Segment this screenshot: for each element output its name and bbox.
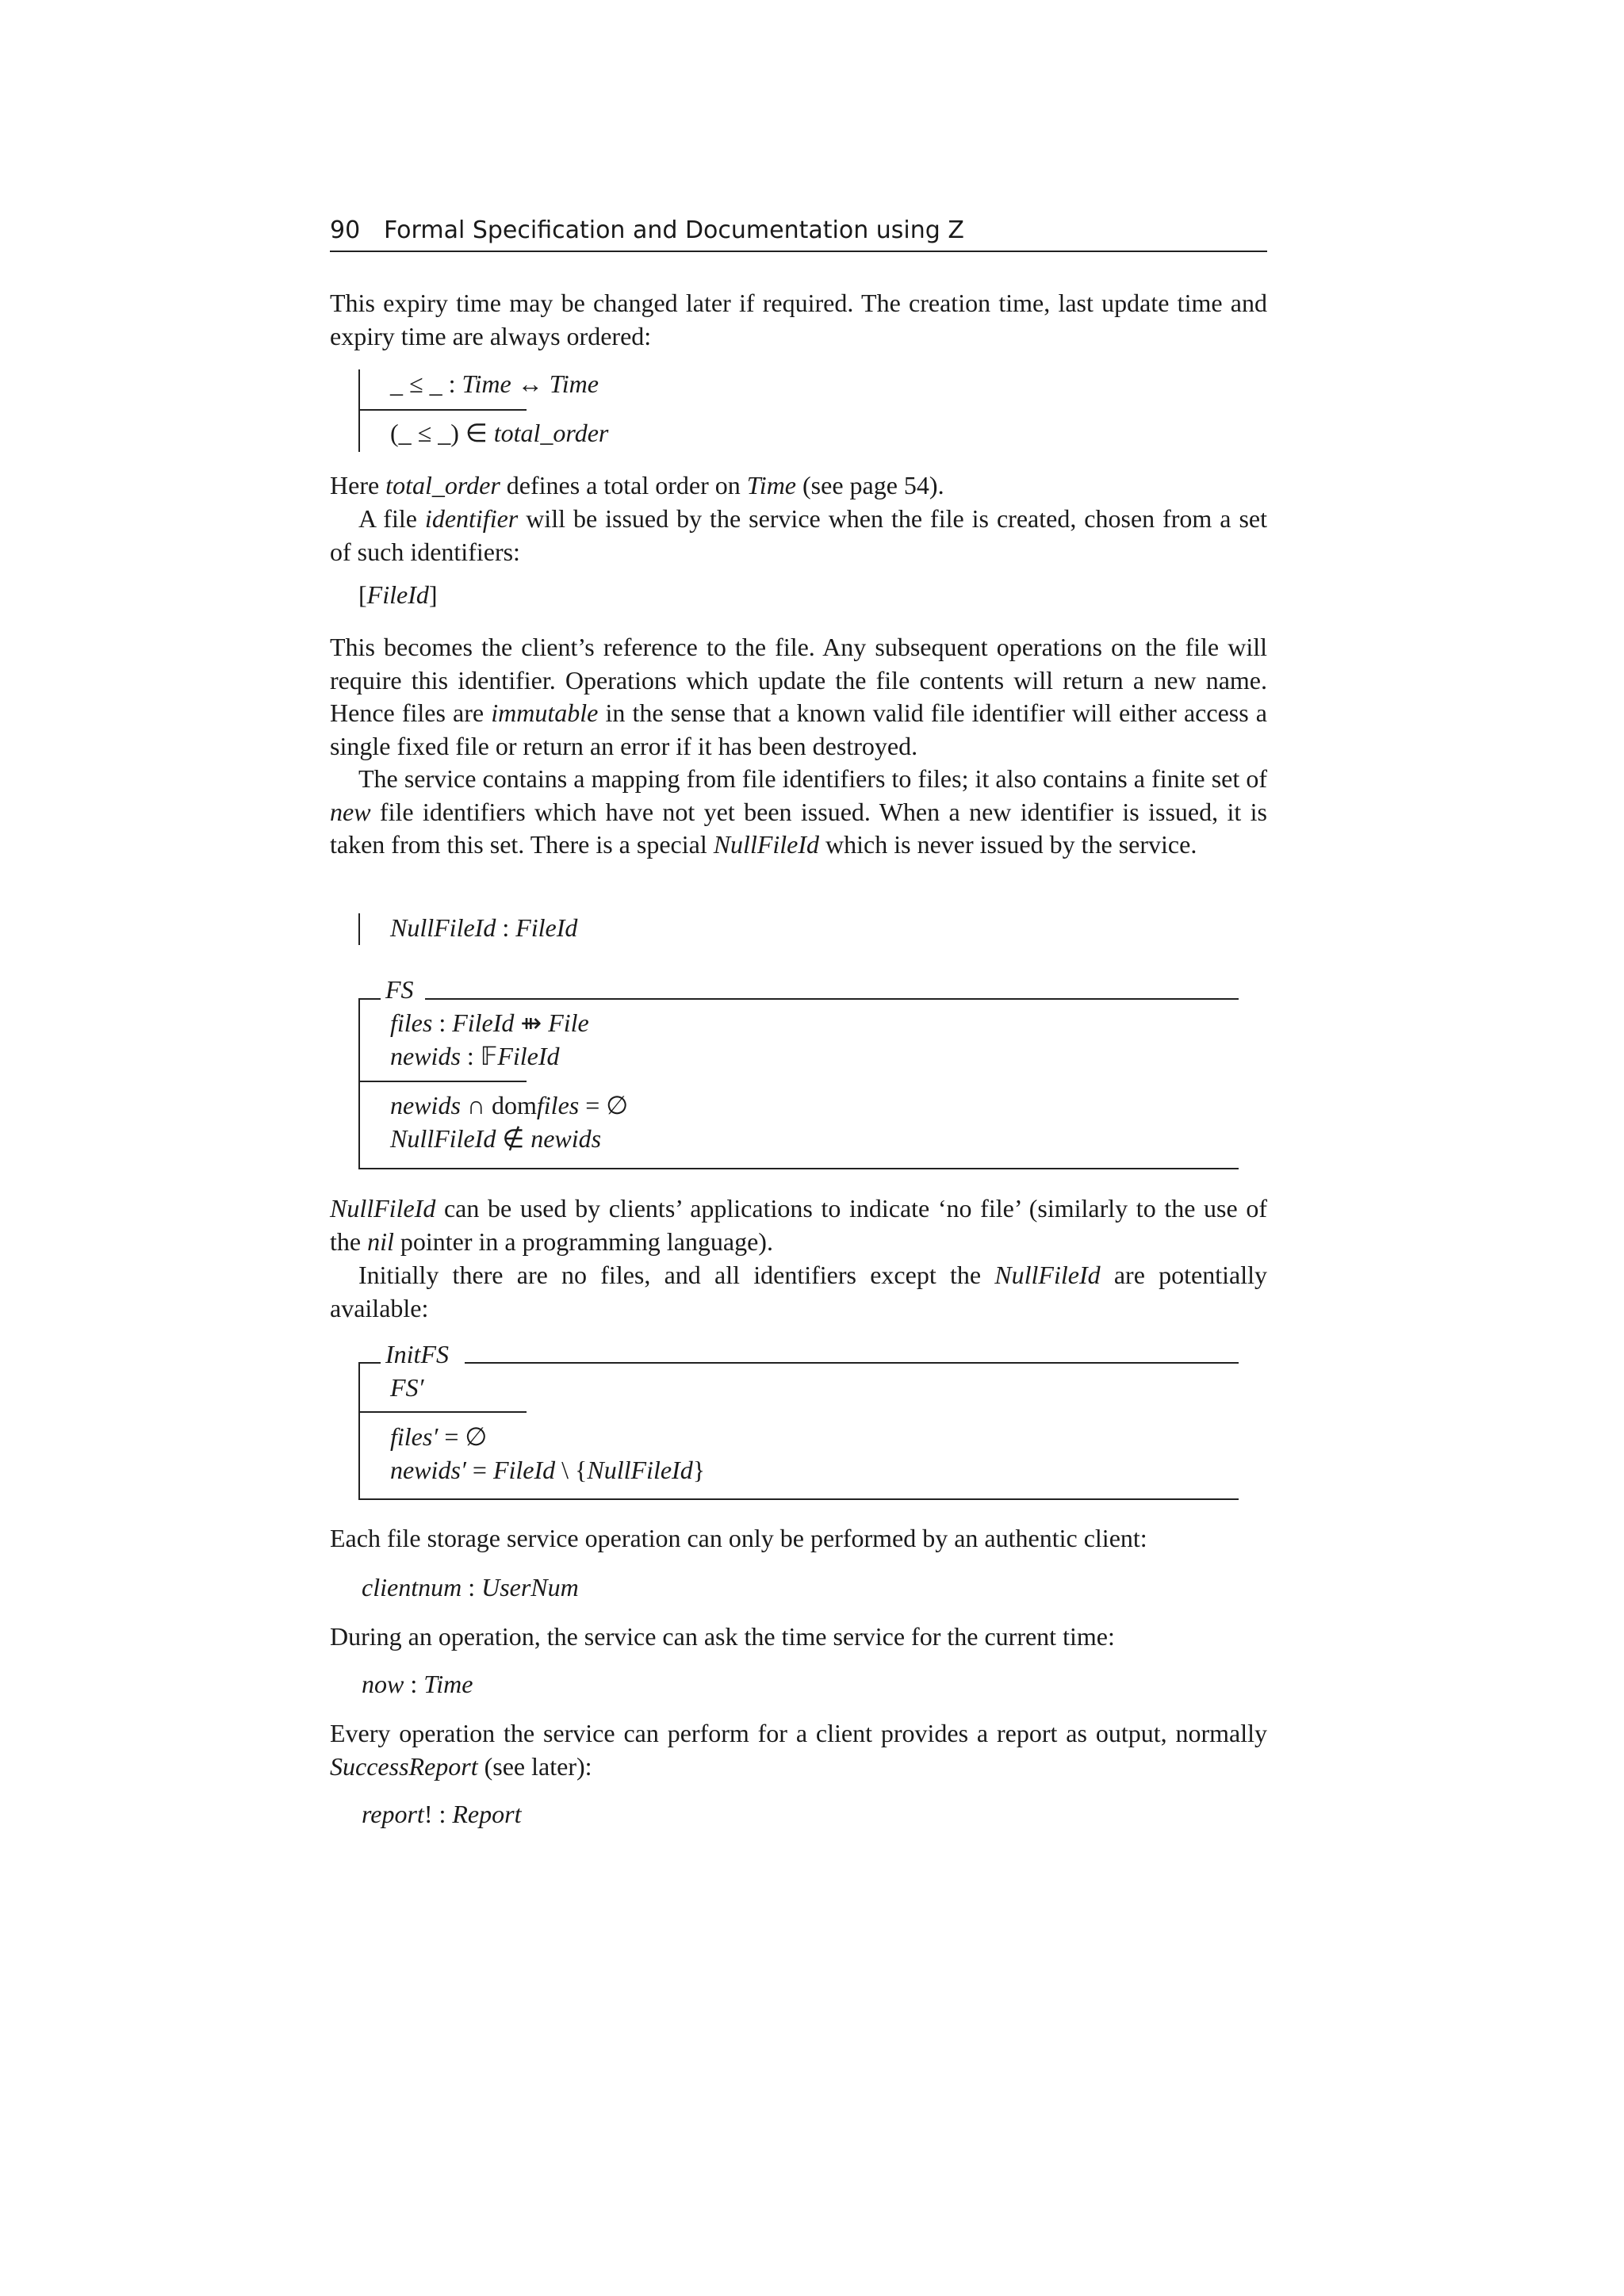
schema-init-left-border (358, 1362, 360, 1500)
schema-init-top-rule-a (358, 1362, 381, 1364)
schema-init-pred2: newids′ = FileId \ {NullFileId} (390, 1456, 706, 1484)
running-title: Formal Specification and Documentation using Z (384, 216, 964, 244)
schema-fs-decl-files: files : FileId ⇻ File (390, 1008, 589, 1037)
op-leq: _ ≤ _ (390, 369, 442, 398)
rel-arrow: ↔ (517, 369, 543, 398)
page-number: 90 (330, 216, 361, 244)
running-header (330, 212, 1267, 252)
schema-fs-divider (358, 1081, 527, 1082)
paragraph-reference: This becomes the client’s reference to the file. Any subsequent operations on the file will require this identifier. Operations which update the file contents will return a new name. Hence files are immutable in the sense that a known valid file identifier will either access a single fixed file or return an error if it has been destroyed. (330, 633, 1268, 760)
paragraph-nullfileid-use: NullFileId can be used by clients’ applications to indicate ‘no file’ (similarly to the use of the nil pointer in a programming language). (330, 1194, 1267, 1256)
schema-init-divider (358, 1411, 527, 1413)
pred-leq: (_ ≤ _) (390, 419, 459, 447)
paragraph-total-order: Here total_order defines a total order on Time (see page 54). (330, 471, 944, 499)
total-order: total_order (493, 419, 609, 447)
schema-fs-top-rule-a (358, 998, 381, 1000)
schema-fs-decl-newids: newids : 𝔽FileId (390, 1042, 560, 1070)
axdef-order-divider (358, 409, 527, 411)
decl-now: now : Time (362, 1670, 473, 1698)
axdef-order-decl (390, 368, 599, 400)
schema-fs-top-rule-b (425, 998, 1239, 1000)
page (330, 0, 1267, 2296)
member-symbol: ∈ (465, 419, 488, 447)
axdef-null-decl: NullFileId : FileId (390, 913, 578, 942)
paragraph-identifier: A file identifier will be issued by the service when the file is created, chosen from a set of such identifiers: (330, 504, 1268, 566)
paragraph-initially: Initially there are no files, and all identifiers except the NullFileId are potentially available: (330, 1261, 1268, 1322)
schema-init-name: InitFS (385, 1340, 449, 1368)
schema-fs-pred1: newids ∩ domfiles = ∅ (390, 1091, 629, 1119)
axdef-order-vbar (358, 369, 360, 452)
colon: : (448, 369, 456, 398)
axdef-null-vbar (358, 913, 360, 945)
schema-init-bottom-rule (358, 1498, 1239, 1500)
axdef-order-pred (390, 417, 608, 450)
decl-clientnum: clientnum : UserNum (362, 1573, 579, 1601)
type-time: Time (549, 369, 599, 398)
paragraph-report: Every operation the service can perform for a client provides a report as output, normally SuccessReport (see later): (330, 1719, 1267, 1781)
schema-fs-left-border (358, 998, 360, 1169)
paragraph-time-service: During an operation, the service can ask the time service for the current time: (330, 1622, 1115, 1651)
paragraph-authentic-client: Each file storage service operation can only be performed by an authentic client: (330, 1524, 1147, 1552)
schema-fs-bottom-rule (358, 1168, 1239, 1169)
paragraph-mapping: The service contains a mapping from file identifiers to files; it also contains a finite set of new file identifiers which have not yet been issued. When a new identifier is issued, it is taken from this set. There is a special NullFileId which is never issued by the service. (330, 764, 1267, 859)
schema-fs-pred2: NullFileId ∉ newids (390, 1124, 602, 1153)
type-time: Time (462, 369, 511, 398)
schema-init-top-rule-b (465, 1362, 1239, 1364)
schema-init-decl: FS′ (390, 1373, 424, 1402)
decl-report: report! : Report (362, 1800, 522, 1828)
given-set-fileid: [FileId] (358, 580, 438, 609)
schema-fs-name: FS (385, 975, 414, 1004)
paragraph-expiry: This expiry time may be changed later if required. The creation time, last update time and expiry time are always ordered: (330, 289, 1267, 350)
schema-init-pred1: files′ = ∅ (390, 1422, 488, 1451)
